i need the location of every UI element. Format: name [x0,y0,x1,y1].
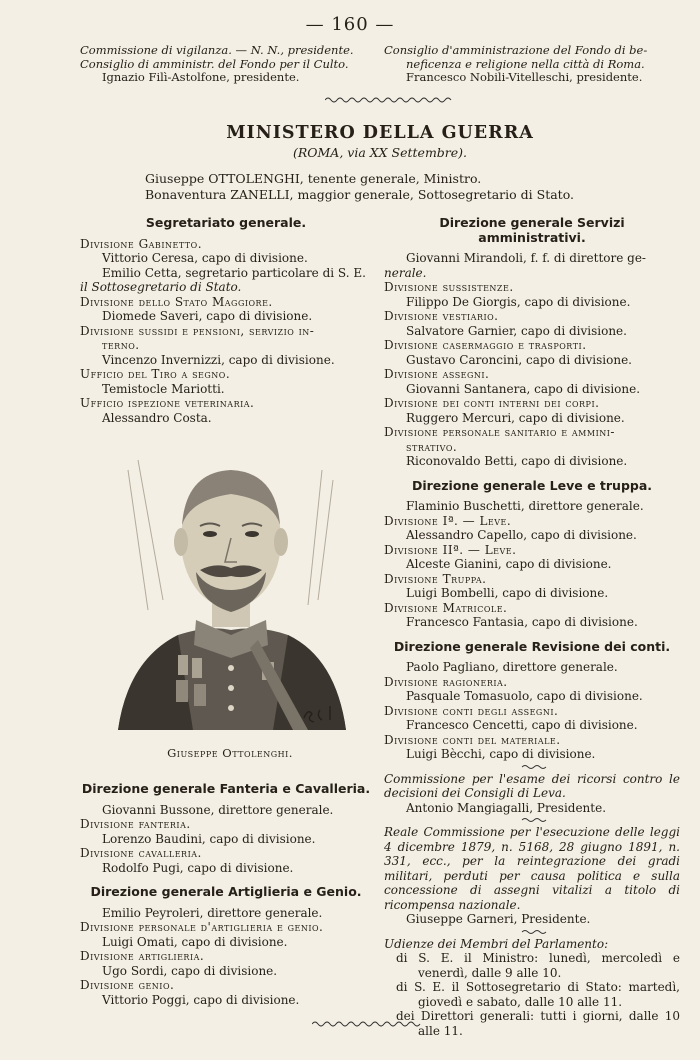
udienza-item: dei Direttori generali: tutti i giorni, dalle 10 alle 11. [396,1009,680,1038]
person-line: Alessandro Capello, capo di divisione. [406,528,637,542]
udienza-item: di S. E. il Ministro: lunedì, mercoledì e venerdì, dalle 9 alle 10. [396,951,680,980]
person-line: Paolo Pagliano, direttore generale. [406,660,618,674]
person-line: Giovanni Santanera, capo di divisione. [406,381,641,396]
div-casermaggio: Divisione casermaggio e trasporti. [384,338,587,352]
div-sussistenze: Divisione sussistenze. [384,280,514,294]
div-personale-sanitario: Divisione personale sanitario e ammini- [384,425,615,439]
person-line-cont: il Sottosegretario di Stato. [80,280,242,294]
left-column-top [80,206,372,425]
person-line: Vittorio Ceresa, capo di divisione. [102,251,308,265]
div-leve-2: Divisione IIª. — Leve. [384,542,517,557]
small-ornament [384,927,680,937]
ministry-title: MINISTERO DELLA GUERRA [226,123,534,143]
div-truppa: Divisione Truppa. [384,571,487,586]
div-conti-interni: Divisione dei conti interni dei corpi. [384,396,600,410]
fondo-culto-president: Ignazio Filì-Astolfone, presidente. [102,70,300,84]
div-gabinetto: Divisione Gabinetto. [80,236,203,251]
person-line: Vittorio Poggi, capo di divisione. [102,992,300,1007]
div-vestiario: Divisione vestiario. [384,309,499,323]
person-line: Alceste Gianini, capo di divisione. [406,557,612,571]
person-line: Emilio Peyroleri, direttore generale. [102,905,323,920]
person-line: Luigi Bombelli, capo di divisione. [406,586,609,600]
person-line: Riconovaldo Betti, capo di divisione. [406,454,628,468]
person-line: Giovanni Bussone, direttore generale. [102,802,334,817]
person-line: Luigi Omati, capo di divisione. [102,934,288,949]
ornament-divider-bottom [312,1020,422,1028]
consiglio-beneficenza: Consiglio d'amministrazione del Fondo di be- [384,43,648,57]
div-ragioneria: Divisione ragioneria. [384,674,508,689]
top-right-block [384,44,684,85]
div-personale-artiglieria: Divisione personale d'artiglieria e genio. [80,920,324,934]
right-column [384,206,680,1038]
person-line: Filippo De Giorgis, capo di divisione. [406,294,631,309]
div-sussidi-cont: terno. [102,338,140,352]
ornament-divider-top [325,96,455,104]
person-line: Alessandro Costa. [102,410,212,425]
div-leve-1: Divisione Iª. — Leve. [384,513,512,528]
person-line: Diomede Saveri, capo di divisione. [102,309,313,323]
person-line-cont: nerale. [384,265,427,280]
commissione-president: Antonio Mangiagalli, Presidente. [406,800,607,815]
left-column-bottom [80,772,372,1007]
person-line: Ruggero Mercuri, capo di divisione. [406,410,625,425]
ufficio-veterinaria: Ufficio ispezione veterinaria. [80,396,255,410]
person-line: Temistocle Mariotti. [102,381,225,396]
div-conti-assegni: Divisione conti degli assegni. [384,703,559,718]
ufficio-tiro: Ufficio del Tiro a segno. [80,367,231,381]
heading-revisione: Direzione generale Revisione dei conti. [393,638,671,654]
heading-artiglieria: Direzione generale Artiglieria e Genio. [90,884,362,899]
div-sussidi: Divisione sussidi e pensioni, servizio in- [80,323,315,338]
div-cavalleria: Divisione cavalleria. [80,846,202,860]
person-line: Gustavo Caroncini, capo di divisione. [406,352,632,367]
div-personale-sanitario-cont: strativo. [406,439,458,454]
reale-president: Giuseppe Garneri, Presidente. [406,912,591,926]
person-line: Francesco Fantasia, capo di divisione. [406,615,638,629]
person-line: Lorenzo Baudini, capo di divisione. [102,831,316,846]
small-ornament [384,762,680,772]
heading-fanteria: Direzione generale Fanteria e Cavalleria. [81,781,371,796]
page-number: — 160 — [305,14,395,35]
minister-line: Giuseppe OTTOLENGHI, tenente generale, Ministro. [145,171,482,186]
div-artiglieria: Divisione artiglieria. [80,949,205,963]
commissione-vigilanza: Commissione di vigilanza. — N. N., presidente. [80,43,354,57]
portrait-illustration [108,430,354,734]
person-line: Emilio Cetta, segretario particolare di S. E. [102,265,366,280]
ministry-heads [145,171,645,203]
undersecretary-line: Bonaventura ZANELLI, maggior generale, Sottosegretario di Stato. [145,187,574,202]
consiglio-beneficenza-cont: neficenza e religione nella città di Roma. [406,56,645,71]
consiglio-fondo-culto: Consiglio di amministr. del Fondo per il Culto. [80,56,349,71]
person-line: Luigi Bècchi, capo di divisione. [406,747,596,761]
heading-segretariato: Segretariato generale. [145,215,307,230]
heading-leve: Direzione generale Leve e truppa. [411,477,653,493]
heading-servizi: Direzione generale Servizi amministrativi. [439,215,625,245]
div-stato-maggiore: Divisione dello Stato Maggiore. [80,294,273,309]
ministry-address: (ROMA, via XX Settembre). [292,145,468,160]
reale-commissione: Reale Commissione per l'esecuzione delle leggi 4 dicembre 1879, n. 5168, 28 giugno 1891, n. 331, ecc., per la reintegrazione dei gradi militari, perduti per causa politica e sulla concessione di assegni vitalizi a titolo di ricompensa nazionale. [384,825,680,912]
person-line: Pasquale Tomasuolo, capo di divisione. [406,689,643,703]
div-conti-materiale: Divisione conti del materiale. [384,732,561,747]
udienze-title: Udienze dei Membri del Parlamento: [384,936,609,951]
small-ornament [384,815,680,825]
person-line: Flaminio Buschetti, direttore generale. [406,499,644,513]
person-line: Francesco Cencetti, capo di divisione. [406,718,638,732]
div-matricole: Divisione Matricole. [384,600,508,615]
person-line: Salvatore Garnier, capo di divisione. [406,323,627,338]
div-genio: Divisione genio. [80,978,175,992]
top-left-block [80,44,375,85]
div-fanteria: Divisione fanteria. [80,817,191,831]
person-line: Giovanni Mirandoli, f. f. di direttore ge- [406,251,646,265]
div-assegni: Divisione assegni. [384,367,490,381]
person-line: Rodolfo Pugi, capo di divisione. [102,860,294,875]
commissione-ricorsi: Commissione per l'esame dei ricorsi contro le decisioni dei Consigli di Leva. [384,771,680,800]
portrait-caption: Giuseppe Ottolenghi. [167,746,293,760]
beneficenza-president: Francesco Nobili-Vitelleschi, presidente. [406,70,643,84]
udienza-item: di S. E. il Sottosegretario di Stato: martedì, giovedì e sabato, dalle 10 alle 11. [396,980,680,1009]
person-line: Vincenzo Invernizzi, capo di divisione. [102,352,335,367]
person-line: Ugo Sordi, capo di divisione. [102,963,278,978]
